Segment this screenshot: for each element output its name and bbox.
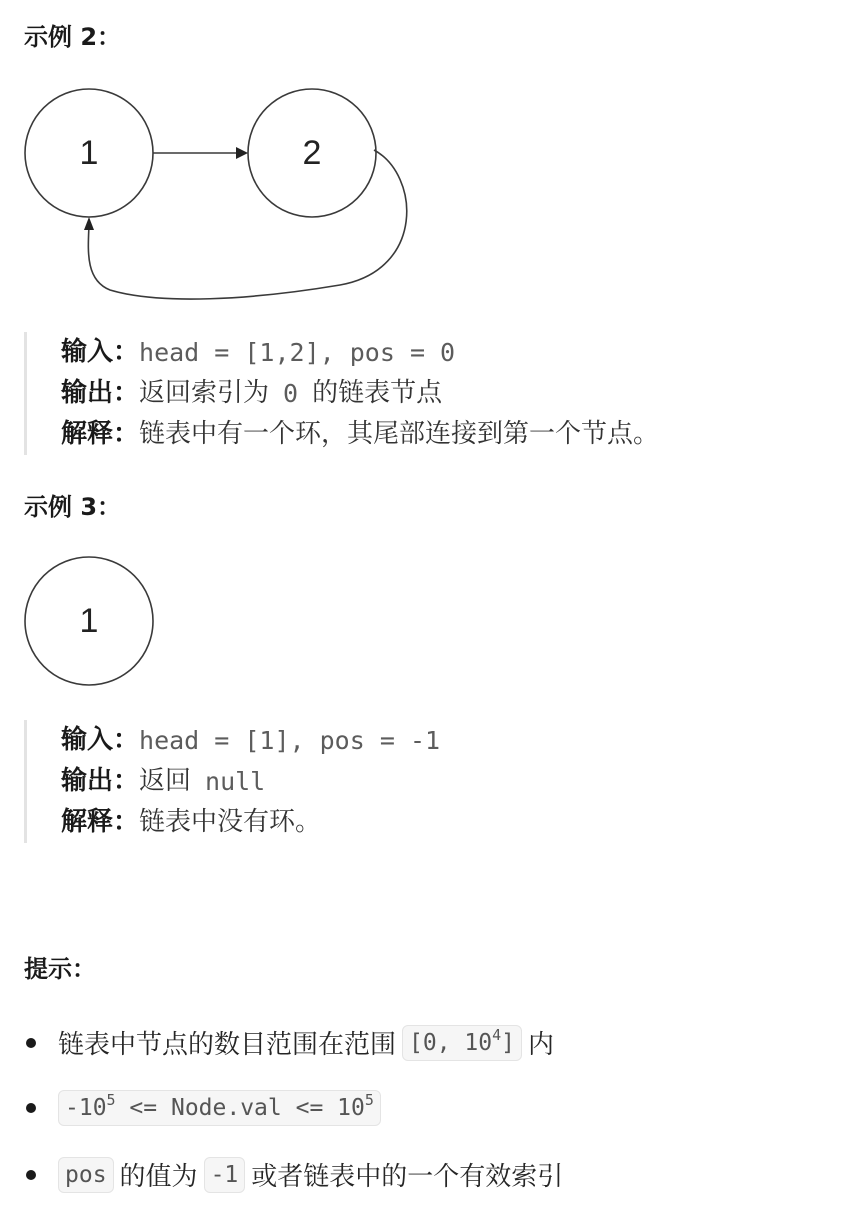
example-3-explain-line xyxy=(61,802,440,843)
explain-text: 链表中有一个环，其尾部连接到第一个节点。 xyxy=(139,419,660,449)
example-2-explain-line xyxy=(61,414,659,455)
example-2-output-line xyxy=(61,373,659,414)
output-prefix: 返回 xyxy=(139,766,192,796)
example-3-diagram xyxy=(0,548,200,698)
hint-1-code-post: ] xyxy=(501,1029,515,1056)
example-2-blockquote xyxy=(24,332,659,455)
example-3-blockquote xyxy=(24,720,440,843)
hint-3-code-b: -1 xyxy=(204,1157,246,1193)
hint-1-code xyxy=(402,1025,522,1061)
hint-1-code-sup: 4 xyxy=(492,1025,502,1044)
example-3-input-line xyxy=(61,720,440,761)
input-label: 输入： xyxy=(61,725,140,755)
output-label: 输出： xyxy=(61,766,140,796)
example-2-input-line xyxy=(61,332,659,373)
node-2-label: 2 xyxy=(302,134,322,172)
hint-1-text: 链表中节点的数目范围在范围 xyxy=(58,1030,397,1060)
bullet-dot xyxy=(26,1103,36,1113)
hint-1-suffix: 内 xyxy=(528,1030,555,1060)
example-3-output-line xyxy=(61,761,440,802)
hint-2-code xyxy=(58,1090,381,1126)
output-suffix: 的链表节点 xyxy=(312,378,443,408)
output-code: null xyxy=(205,767,266,796)
bullet-dot xyxy=(26,1038,36,1048)
input-value: head = [1,2], pos = 0 xyxy=(139,338,456,367)
hint-item-node-val-range xyxy=(24,1090,387,1126)
example-2-heading: 示例 2： xyxy=(24,23,122,51)
hint-1-code-pre: [0, 10 xyxy=(409,1029,493,1056)
explain-label: 解释： xyxy=(61,419,140,449)
hint-2-code-sup-a: 5 xyxy=(106,1091,116,1109)
input-label: 输入： xyxy=(61,337,140,367)
hint-item-node-count xyxy=(24,1024,554,1061)
hint-2-code-a: -10 xyxy=(65,1095,107,1121)
example-3-heading: 示例 3： xyxy=(24,493,122,521)
output-prefix: 返回索引为 xyxy=(139,378,270,408)
bullet-dot xyxy=(26,1170,36,1180)
output-code: 0 xyxy=(283,379,299,408)
explain-text: 链表中没有环。 xyxy=(139,807,322,837)
hint-2-code-b: <= Node.val <= 10 xyxy=(115,1095,365,1121)
hint-3-text-b: 或者链表中的一个有效索引 xyxy=(251,1162,564,1192)
example-2-diagram xyxy=(0,0,440,310)
node-1-label: 1 xyxy=(79,602,99,640)
hint-item-pos-value xyxy=(24,1156,563,1193)
hint-2-code-sup-b: 5 xyxy=(364,1091,374,1109)
node-1-label: 1 xyxy=(79,134,99,172)
edge-1-to-2-arrowhead xyxy=(236,147,248,159)
output-label: 输出： xyxy=(61,378,140,408)
explain-label: 解释： xyxy=(61,807,140,837)
hint-3-text-a: 的值为 xyxy=(119,1162,198,1192)
hint-3-code-a: pos xyxy=(58,1157,114,1193)
hints-heading: 提示： xyxy=(24,955,96,983)
edge-2-to-1-arrowhead xyxy=(84,217,94,230)
input-value: head = [1], pos = -1 xyxy=(139,726,441,755)
